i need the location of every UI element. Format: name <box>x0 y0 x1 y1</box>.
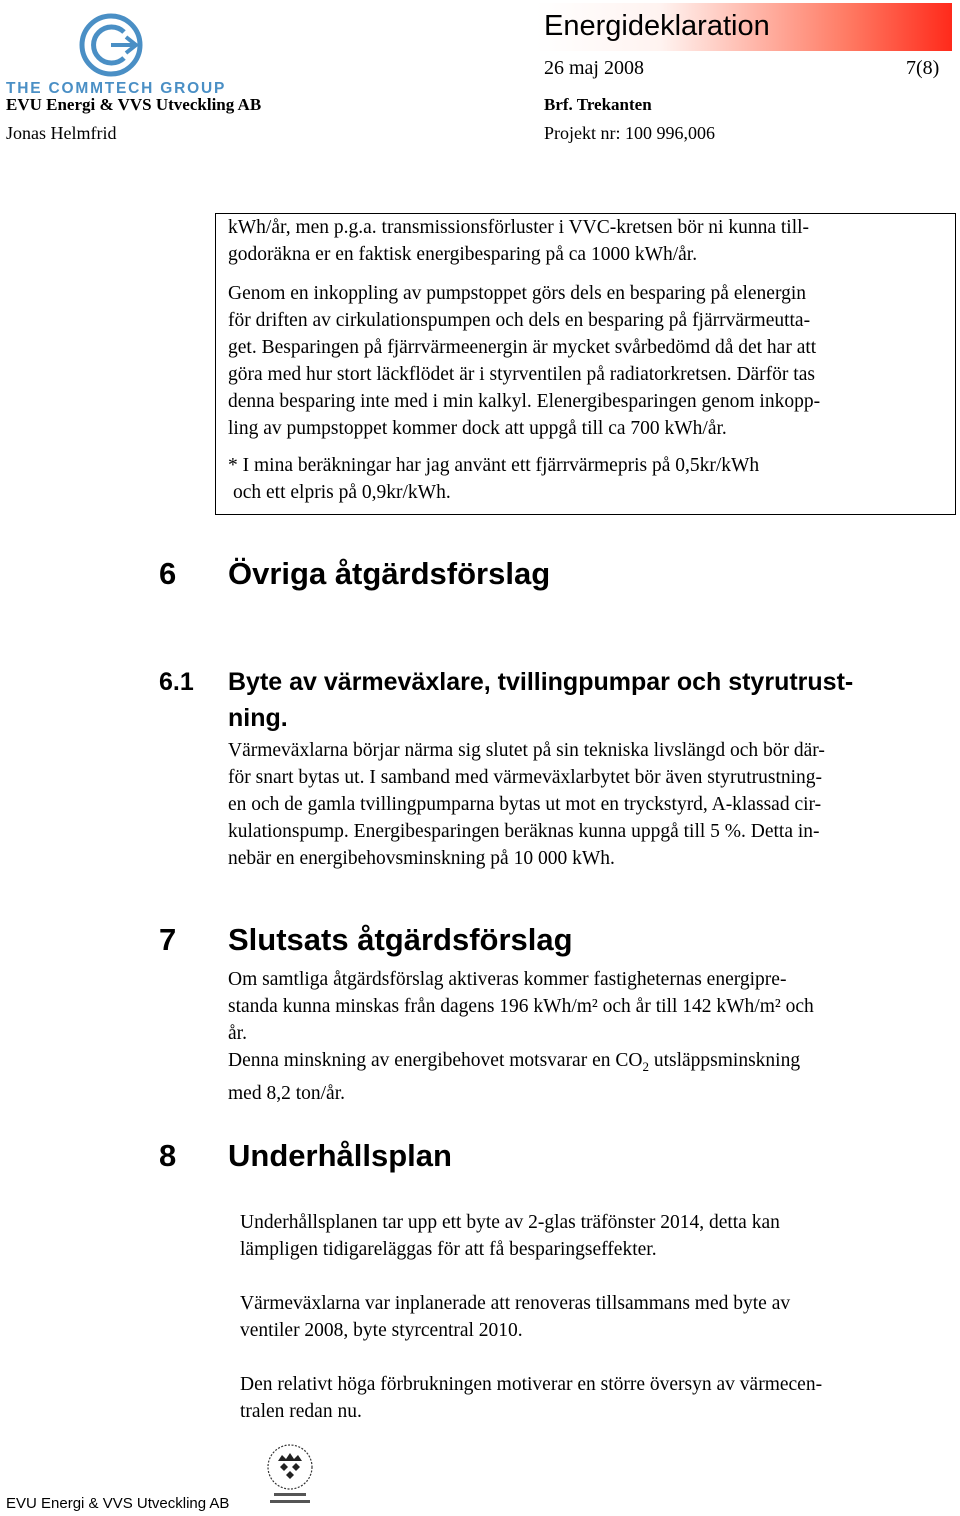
section-title: Slutsats åtgärdsförslag <box>228 922 573 957</box>
subsection-title: Byte av värmeväxlare, tvillingpumpar och styrutrust- <box>228 668 854 696</box>
text-line: standa kunna minskas från dagens 196 kWh/m² och år till 142 kWh/m² och <box>228 996 814 1017</box>
text-line: nebär en energibehovsminskning på 10 000 kWh. <box>228 848 615 869</box>
section-8-paragraph-1 <box>240 1209 780 1263</box>
text-line: * I mina beräkningar har jag använt ett fjärrvärmepris på 0,5kr/kWh <box>228 455 760 476</box>
section-6-1-heading <box>159 664 853 736</box>
footer-company: EVU Energi & VVS Utveckling AB <box>6 1495 230 1512</box>
document-date: 26 maj 2008 <box>544 57 644 79</box>
text-line: ling av pumpstoppet kommer dock att uppgå till ca 700 kWh/år. <box>228 418 727 439</box>
section-number: 6 <box>159 556 177 591</box>
text-line: för snart bytas ut. I samband med värmeväxlarbytet bör även styrutrustning- <box>228 767 823 788</box>
section-6-heading <box>159 556 550 592</box>
section-title: Övriga åtgärdsförslag <box>228 556 551 591</box>
section-number: 8 <box>159 1138 177 1173</box>
text-line: tralen redan nu. <box>240 1401 362 1422</box>
section-number: 7 <box>159 922 177 957</box>
text-line: kWh/år, men p.g.a. transmissionsförluster i VVC-kretsen bör ni kunna till- <box>228 217 810 238</box>
section-title: Underhållsplan <box>228 1138 452 1173</box>
co2-line: Denna minskning av energibehovet motsvarar en $CO_2$ utsläppsminskning <box>228 1050 801 1074</box>
text-line: för driften av cirkulationspumpen och dels en besparing på fjärrvärmeutta- <box>228 310 811 331</box>
text-line: Genom en inkoppling av pumpstoppet görs dels en besparing på elenergin <box>228 283 807 304</box>
client-name: Brf. Trekanten <box>544 95 652 114</box>
text-line: Om samtliga åtgärdsförslag aktiveras kommer fastigheternas energipre- <box>228 969 787 990</box>
text-line: med 8,2 ton/år. <box>228 1082 345 1104</box>
subsection-number: 6.1 <box>159 668 194 696</box>
box-paragraph-1 <box>228 214 809 268</box>
commtech-logo-icon <box>78 12 144 78</box>
text-line: kulationspump. Energibesparingen beräknas kunna uppgå till 5 %. Detta in- <box>228 821 820 842</box>
section-8-heading <box>159 1138 452 1174</box>
text-line: och ett elpris på 0,9kr/kWh. <box>233 482 451 503</box>
text-line: Värmeväxlarna börjar närma sig slutet på sin tekniska livslängd och bör där- <box>228 740 825 761</box>
section-8-paragraph-2 <box>240 1290 790 1344</box>
document-title: Energideklaration <box>544 10 770 42</box>
box-footnote <box>228 452 759 506</box>
section-7-body <box>228 966 814 1107</box>
text-line: år. <box>228 1023 247 1044</box>
section-7-heading <box>159 922 573 958</box>
author-name: Jonas Helmfrid <box>6 123 117 143</box>
text-line: get. Besparingen på fjärrvärmeenergin är mycket svårbedömd då det har att <box>228 337 817 358</box>
text-line: denna besparing inte med i min kalkyl. Elenergibesparingen genom inkopp- <box>228 391 821 412</box>
text-line: en och de gamla tvillingpumparna bytas ut mot en tryckstyrd, A-klassad cir- <box>228 794 822 815</box>
box-paragraph-2 <box>228 280 820 442</box>
text-line: ventiler 2008, byte styrcentral 2010. <box>240 1320 523 1341</box>
text-line: Värmeväxlarna var inplanerade att renoveras tillsammans med byte av <box>240 1293 791 1314</box>
section-8-paragraph-3 <box>240 1371 822 1425</box>
swedac-seal-icon <box>264 1443 316 1507</box>
subsection-title-cont: ning. <box>228 704 288 732</box>
company-name: EVU Energi & VVS Utveckling AB <box>6 95 262 114</box>
text-line: godoräkna er en faktisk energibesparing på ca 1000 kWh/år. <box>228 244 698 265</box>
text-line: Underhållsplanen tar upp ett byte av 2-glas träfönster 2014, detta kan <box>240 1212 780 1233</box>
page-number: 7(8) <box>906 57 940 79</box>
text-line: Den relativt höga förbrukningen motiverar en större översyn av värmecen- <box>240 1374 823 1395</box>
text-line: göra med hur stort läckflödet är i styrventilen på radiatorkretsen. Därför tas <box>228 364 815 385</box>
section-6-1-body <box>228 737 825 872</box>
text-line: lämpligen tidigareläggas för att få besparingseffekter. <box>240 1239 657 1260</box>
project-number: Projekt nr: 100 996,006 <box>544 123 715 143</box>
logo-text: THE COMMTECH GROUP <box>6 80 227 97</box>
